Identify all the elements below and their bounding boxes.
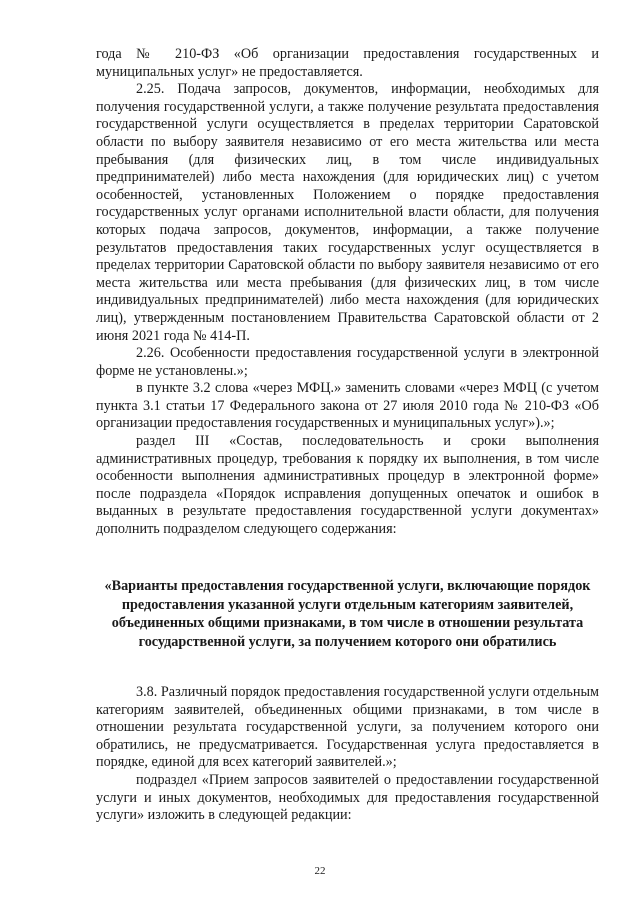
paragraph-3-8: 3.8. Различный порядок предоставления государственной услуги отдельным категориям заявителей, объединенных общими признаками, в том числе в отношении результата государственной услуги, за получением которого они обратились, не предусматривается. Государственная услуга предоставляется в порядке, единой для всех категорий заявителей.»; bbox=[96, 684, 599, 771]
paragraph-point-3-2: в пункте 3.2 слова «через МФЦ.» заменить словами «через МФЦ (с учетом пункта 3.1 статьи 17 Федерального закона от 27 июля 2010 года № 210-ФЗ «Об организации предоставления государственных и муниципальных услуг»).»; bbox=[96, 380, 599, 432]
body-text-top bbox=[96, 46, 599, 539]
subsection-heading: «Варианты предоставления государственной услуги, включающие порядок предоставления указанной услуги отдельным категориям заявителей, объединенных общими признаками, в том числе в отношении результата государственной услуги, за получением которого они обратились bbox=[104, 578, 591, 650]
paragraph-continuation: года № 210-ФЗ «Об организации предоставления государственных и муниципальных услуг» не предоставляется. bbox=[96, 46, 599, 80]
paragraph-2-25: 2.25. Подача запросов, документов, информации, необходимых для получения государственной услуги, а также получение результата предоставления государственной услуги осуществляется в пределах территории Саратовской области по выбору заявителя независимо от его места жительства или места пребывания (для физических лиц, в том числе индивидуальных предпринимателей) либо места нахождения (для юридических лиц) с учетом особенностей, установленных Положением о порядке предоставления государственных услуг органами исполнительной власти области, для получения которых подача запросов, документов, информации, а также получение результатов предоставления таких государственных услуг осуществляется в пределах территории Саратовской области по выбору заявителя независимо от его места жительства или места пребывания (для физических лиц, в том числе индивидуальных предпринимателей) либо места нахождения (для юридических лиц), утвержденным постановлением Правительства Саратовской области от 2 июня 2021 года № 414-П. bbox=[96, 81, 599, 344]
page-number: 22 bbox=[314, 865, 326, 877]
paragraph-section-3: раздел III «Состав, последовательность и сроки выполнения административных процедур, требования к порядку их выполнения, в том числе особенности выполнения административных процедур в электронной форме» после подраздела «Порядок исправления допущенных опечаток и ошибок в выданных в результате предоставления государственной услуги документах» дополнить подразделом следующего содержания: bbox=[96, 433, 599, 538]
body-text-bottom bbox=[96, 684, 599, 825]
paragraph-subsection-reception: подраздел «Прием запросов заявителей о предоставлении государственной услуги и иных документов, необходимых для предоставления государственной услуги» изложить в следующей редакции: bbox=[96, 771, 599, 824]
paragraph-2-26: 2.26. Особенности предоставления государственной услуги в электронной форме не установлены.»; bbox=[96, 345, 599, 379]
